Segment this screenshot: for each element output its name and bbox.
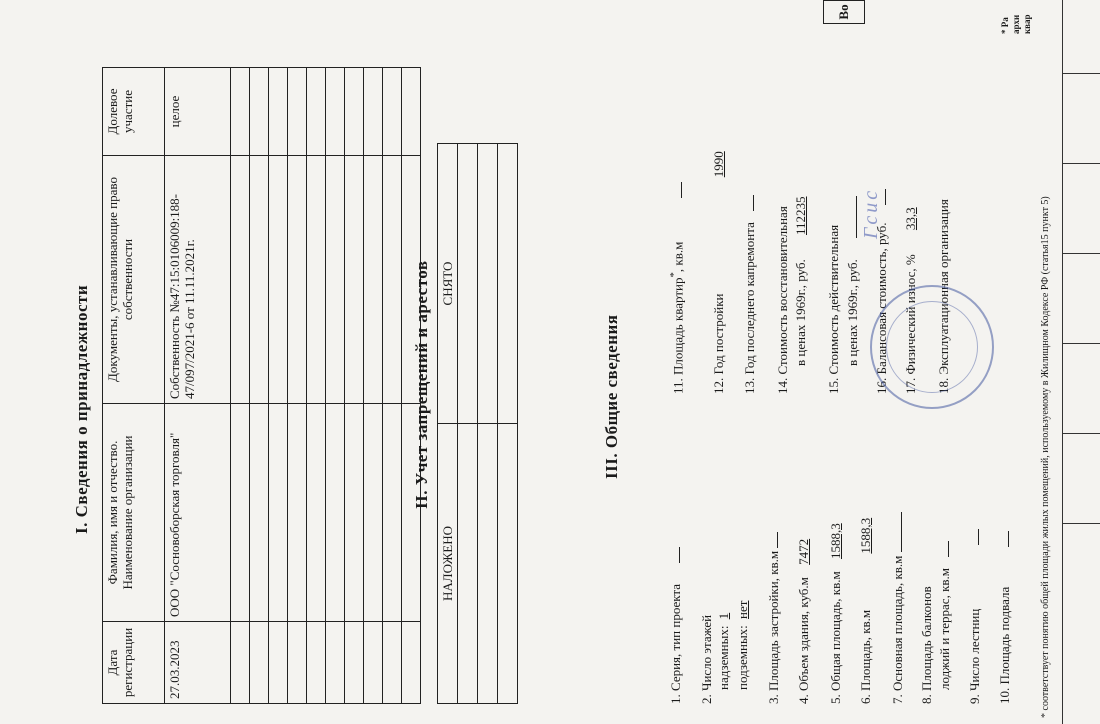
item-1-series: 1. Серия, тип проекта [667, 547, 683, 704]
arrests-table [437, 143, 518, 704]
table-row [269, 68, 288, 704]
cell-docs: Собственность №47:15:0106009:188-47/097/2021-6 от 11.11.2021г. [165, 156, 231, 404]
header-share: Долевое участие [103, 68, 165, 156]
header-removed: СНЯТО [438, 144, 458, 424]
table-row [345, 68, 364, 704]
item-17-wear: 17. Физический износ, % 33,3 [903, 207, 918, 394]
side-box: Во [823, 0, 865, 24]
item-2-underground: подземных: нет [735, 600, 750, 690]
section2-title: II. Учет запрещений и арестов [412, 260, 431, 509]
cell-date: 27.03.2023 [165, 622, 231, 704]
item-14-restoration-cost: в ценах 1969г., руб. 112235 [793, 196, 808, 366]
table-row [165, 68, 231, 704]
item-9-stairs: 9. Число лестниц [966, 529, 982, 704]
item-14-restoration-cost-label: 14. Стоимость восстановительная [775, 206, 790, 394]
organization-seal [870, 285, 994, 409]
table-row [231, 68, 250, 704]
table-row [498, 144, 518, 704]
table-row [458, 144, 478, 704]
header-name: Фамилия, имя и отчество. Наименование организации [103, 404, 165, 622]
header-docs: Документы, устанавливающие право собственности [103, 156, 165, 404]
table-row [326, 68, 345, 704]
section3-title: III. Общие сведения [602, 314, 621, 479]
item-8-balcony-area: лоджий и террас, кв.м [936, 541, 952, 690]
item-18-operator: 18. Эксплуатационная организация [936, 199, 951, 394]
signature-mark: Гсис [860, 187, 882, 239]
header-imposed: НАЛОЖЕНО [438, 424, 458, 704]
arrests-header-row [438, 144, 458, 704]
item-4-volume: 4. Объем здания, куб.м 7472 [796, 538, 811, 704]
item-6-area: 6. Площадь, кв.м 1588,3 [858, 517, 873, 704]
table-row [307, 68, 326, 704]
item-12-build-year: 12. Год постройки 1990 [711, 151, 726, 394]
item-8-balcony-label: 8. Площадь балконов [919, 586, 934, 704]
table-row [364, 68, 383, 704]
cell-share: целое [165, 68, 231, 156]
section1-title: I. Сведения о принадлежности [72, 284, 91, 534]
item-2-above-ground: надземных: 1 [716, 612, 731, 690]
item-7-main-area: 7. Основная площадь, кв.м [889, 512, 905, 704]
item-15-actual-cost: в ценах 1969г., руб. [844, 196, 860, 366]
footnote: * соответствует понятию общей площади жилых помещений, используемому в Жилищном Кодексе РФ (статья15 пункт 5) [1040, 196, 1051, 718]
item-10-basement: 10. Площадь подвала [996, 531, 1012, 704]
item-15-actual-cost-label: 15. Стоимость действительная [826, 224, 841, 394]
ownership-header-row [103, 68, 165, 704]
item-3-built-area: 3. Площадь застройки, кв.м [765, 532, 781, 704]
item-16-balance-cost: 16. Балансовая стоимость, руб. [873, 189, 889, 394]
previous-page-edge [1062, 0, 1100, 724]
table-row [478, 144, 498, 704]
table-row [288, 68, 307, 704]
header-date: Дата регистрации [103, 622, 165, 704]
ownership-table [102, 67, 421, 704]
item-2-floors: 2. Число этажей [699, 614, 714, 704]
table-row [383, 68, 402, 704]
item-11-apartments-area: 11. Площадь квартир*, кв.м [667, 182, 685, 394]
side-note: * Ра архи квар [1000, 14, 1032, 34]
item-5-total-area: 5. Общая площадь, кв.м 1588,3 [828, 523, 843, 704]
cell-name: ООО "Сосновоборская торговля" [165, 404, 231, 622]
item-13-repair-year: 13. Год последнего капремонта [741, 195, 757, 394]
table-row [250, 68, 269, 704]
